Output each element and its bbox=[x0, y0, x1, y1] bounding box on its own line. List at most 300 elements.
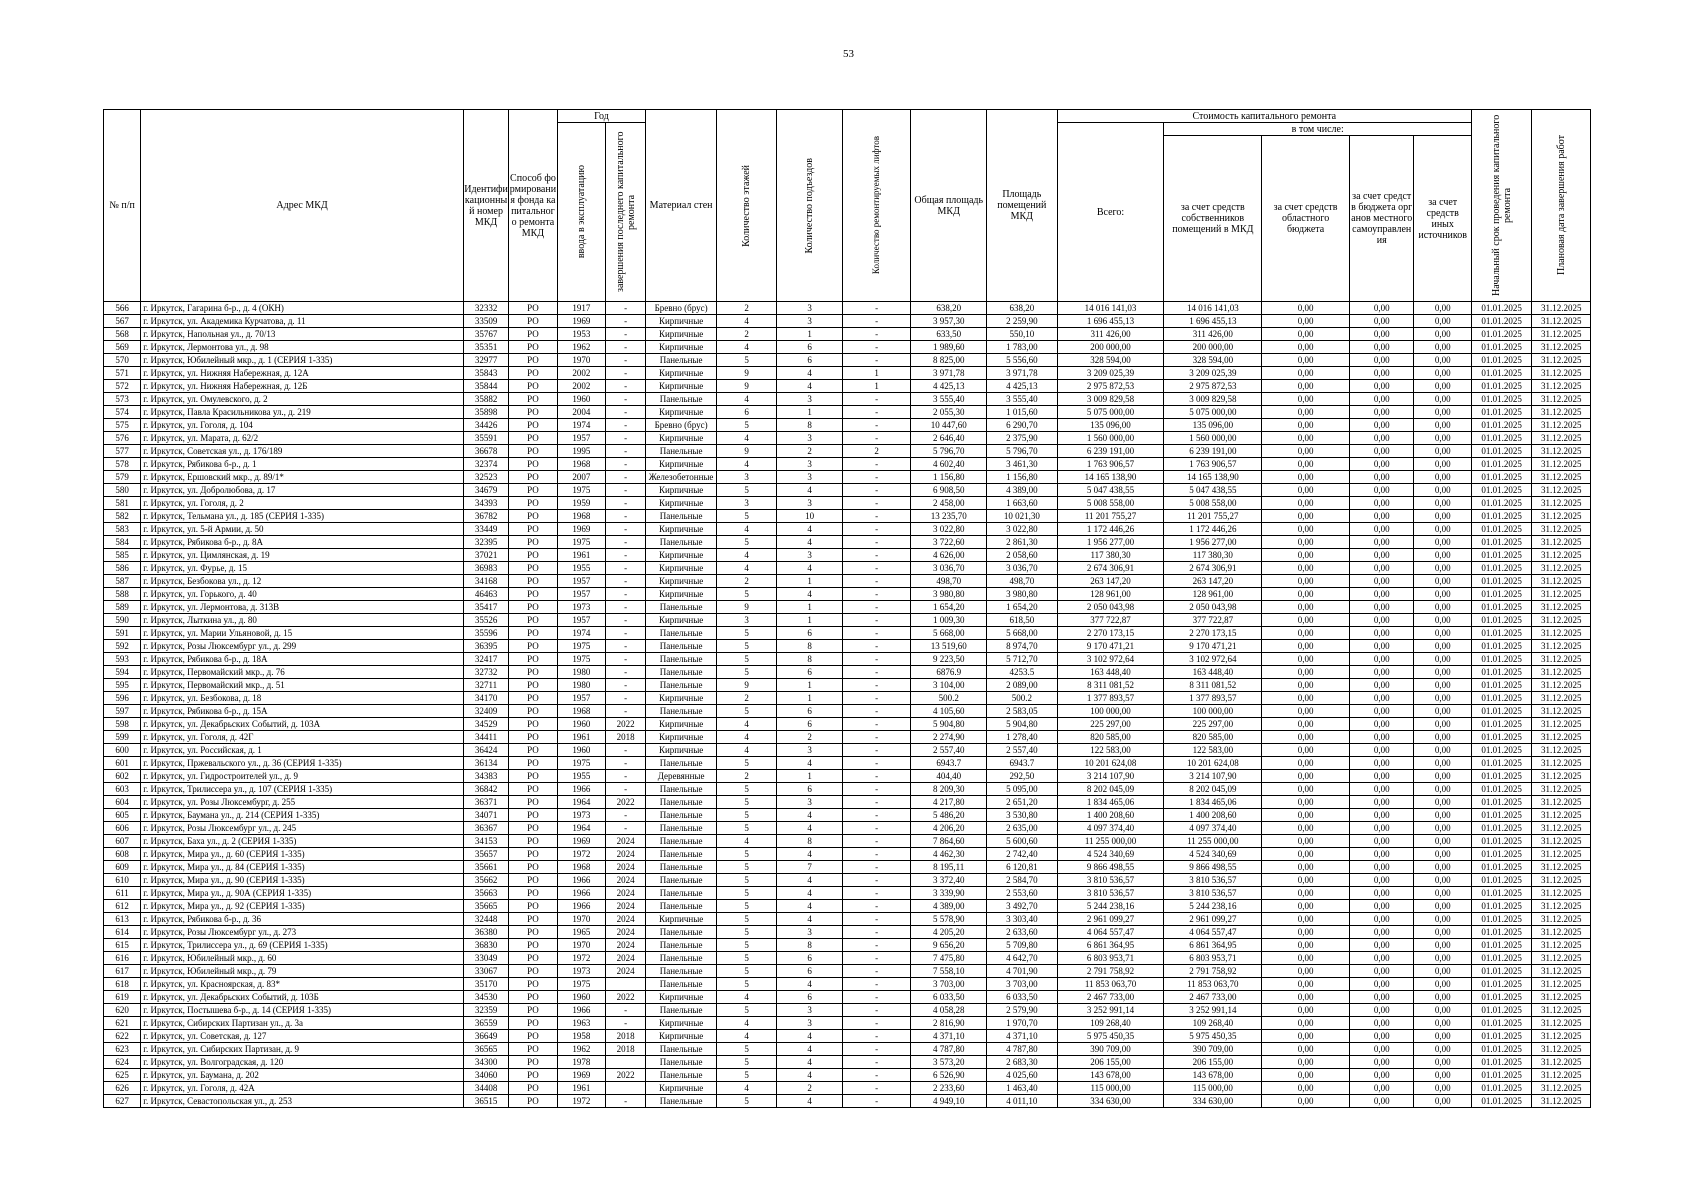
cell-cost-local: 0,00 bbox=[1349, 848, 1414, 861]
cell-walls: Панельные bbox=[646, 354, 717, 367]
cell-area-rooms: 3 703,00 bbox=[987, 978, 1058, 991]
cell-entrances: 3 bbox=[777, 1004, 843, 1017]
cell-area-rooms: 5 796,70 bbox=[987, 445, 1058, 458]
cell-cost-local: 0,00 bbox=[1349, 1069, 1414, 1082]
cell-entrances: 3 bbox=[777, 471, 843, 484]
cell-walls: Панельные bbox=[646, 393, 717, 406]
cell-num: 607 bbox=[104, 835, 141, 848]
cell-num: 566 bbox=[104, 302, 141, 315]
cell-cost-owners: 5 075 000,00 bbox=[1164, 406, 1262, 419]
col-num: № п/п bbox=[104, 110, 141, 302]
cell-end: 31.12.2025 bbox=[1532, 1095, 1591, 1108]
cell-id: 35844 bbox=[463, 380, 508, 393]
cell-year-built: 1975 bbox=[557, 536, 605, 549]
cell-year-repair: - bbox=[606, 549, 646, 562]
cell-cost-total: 5 244 238,16 bbox=[1057, 900, 1164, 913]
cell-elevators: - bbox=[842, 1095, 911, 1108]
cell-start: 01.01.2025 bbox=[1471, 588, 1531, 601]
cell-id: 32374 bbox=[463, 458, 508, 471]
cell-year-repair: - bbox=[606, 679, 646, 692]
cell-method: РО bbox=[509, 679, 557, 692]
cell-area-total: 2 233,60 bbox=[911, 1082, 987, 1095]
cell-num: 569 bbox=[104, 341, 141, 354]
cell-cost-local: 0,00 bbox=[1349, 1082, 1414, 1095]
cell-cost-regional: 0,00 bbox=[1262, 523, 1350, 536]
cell-num: 622 bbox=[104, 1030, 141, 1043]
cell-num: 577 bbox=[104, 445, 141, 458]
cell-cost-total: 1 172 446,26 bbox=[1057, 523, 1164, 536]
cell-cost-total: 1 400 208,60 bbox=[1057, 809, 1164, 822]
cell-start: 01.01.2025 bbox=[1471, 341, 1531, 354]
cell-cost-regional: 0,00 bbox=[1262, 757, 1350, 770]
cell-entrances: 6 bbox=[777, 783, 843, 796]
cell-cost-other: 0,00 bbox=[1414, 510, 1471, 523]
cell-address: г. Иркутск, Рябикова б-р., д. 15А bbox=[141, 705, 464, 718]
cell-num: 615 bbox=[104, 939, 141, 952]
cell-cost-regional: 0,00 bbox=[1262, 653, 1350, 666]
cell-start: 01.01.2025 bbox=[1471, 1030, 1531, 1043]
cell-end: 31.12.2025 bbox=[1532, 575, 1591, 588]
cell-area-total: 6876.9 bbox=[911, 666, 987, 679]
cell-cost-regional: 0,00 bbox=[1262, 1030, 1350, 1043]
cell-cost-regional: 0,00 bbox=[1262, 471, 1350, 484]
cell-cost-other: 0,00 bbox=[1414, 978, 1471, 991]
cell-floors: 2 bbox=[716, 575, 776, 588]
cell-area-rooms: 2 583,05 bbox=[987, 705, 1058, 718]
cell-method: РО bbox=[509, 406, 557, 419]
table-row bbox=[104, 419, 1591, 432]
cell-cost-regional: 0,00 bbox=[1262, 367, 1350, 380]
cell-cost-other: 0,00 bbox=[1414, 328, 1471, 341]
cell-walls: Панельные bbox=[646, 783, 717, 796]
cell-cost-local: 0,00 bbox=[1349, 1017, 1414, 1030]
cell-year-repair: 2024 bbox=[606, 965, 646, 978]
cell-walls: Панельные bbox=[646, 861, 717, 874]
cell-area-total: 1 009,30 bbox=[911, 614, 987, 627]
cell-start: 01.01.2025 bbox=[1471, 939, 1531, 952]
cell-area-total: 3 703,00 bbox=[911, 978, 987, 991]
cell-start: 01.01.2025 bbox=[1471, 666, 1531, 679]
cell-entrances: 4 bbox=[777, 900, 843, 913]
cell-method: РО bbox=[509, 380, 557, 393]
cell-area-total: 3 036,70 bbox=[911, 562, 987, 575]
cell-year-built: 1975 bbox=[557, 757, 605, 770]
cell-id: 32977 bbox=[463, 354, 508, 367]
cell-cost-regional: 0,00 bbox=[1262, 432, 1350, 445]
cell-num: 620 bbox=[104, 1004, 141, 1017]
cell-num: 599 bbox=[104, 731, 141, 744]
cell-elevators: - bbox=[842, 731, 911, 744]
cell-elevators: - bbox=[842, 744, 911, 757]
cell-year-repair: 2024 bbox=[606, 952, 646, 965]
cell-year-built: 1968 bbox=[557, 861, 605, 874]
cell-end: 31.12.2025 bbox=[1532, 1030, 1591, 1043]
cell-end: 31.12.2025 bbox=[1532, 653, 1591, 666]
cell-cost-local: 0,00 bbox=[1349, 432, 1414, 445]
cell-cost-total: 206 155,00 bbox=[1057, 1056, 1164, 1069]
cell-method: РО bbox=[509, 510, 557, 523]
cell-cost-other: 0,00 bbox=[1414, 562, 1471, 575]
cell-method: РО bbox=[509, 926, 557, 939]
cell-address: г. Иркутск, ул. Сибирских Партизан, д. 9 bbox=[141, 1043, 464, 1056]
cell-elevators: - bbox=[842, 965, 911, 978]
table-row bbox=[104, 744, 1591, 757]
cell-area-rooms: 638,20 bbox=[987, 302, 1058, 315]
cell-cost-regional: 0,00 bbox=[1262, 848, 1350, 861]
cell-num: 574 bbox=[104, 406, 141, 419]
cell-walls: Панельные bbox=[646, 874, 717, 887]
cell-year-repair: - bbox=[606, 328, 646, 341]
table-row bbox=[104, 965, 1591, 978]
cell-cost-regional: 0,00 bbox=[1262, 900, 1350, 913]
cell-end: 31.12.2025 bbox=[1532, 1082, 1591, 1095]
cell-method: РО bbox=[509, 1043, 557, 1056]
cell-num: 602 bbox=[104, 770, 141, 783]
cell-area-rooms: 2 742,40 bbox=[987, 848, 1058, 861]
cell-entrances: 4 bbox=[777, 913, 843, 926]
cell-area-total: 4 425,13 bbox=[911, 380, 987, 393]
cell-cost-local: 0,00 bbox=[1349, 367, 1414, 380]
cell-cost-total: 1 696 455,13 bbox=[1057, 315, 1164, 328]
cell-elevators: - bbox=[842, 1017, 911, 1030]
cell-year-built: 1957 bbox=[557, 575, 605, 588]
cell-entrances: 4 bbox=[777, 562, 843, 575]
table-row bbox=[104, 471, 1591, 484]
cell-method: РО bbox=[509, 614, 557, 627]
cell-cost-total: 2 975 872,53 bbox=[1057, 380, 1164, 393]
cell-address: г. Иркутск, Баумана ул., д. 214 (СЕРИЯ 1-335) bbox=[141, 809, 464, 822]
cell-elevators: - bbox=[842, 640, 911, 653]
cell-address: г. Иркутск, ул. 5-й Армии, д. 50 bbox=[141, 523, 464, 536]
cell-address: г. Иркутск, Трилиссера ул., д. 69 (СЕРИЯ 1-335) bbox=[141, 939, 464, 952]
cell-end: 31.12.2025 bbox=[1532, 406, 1591, 419]
cell-year-repair: - bbox=[606, 757, 646, 770]
cell-method: РО bbox=[509, 523, 557, 536]
cell-cost-total: 163 448,40 bbox=[1057, 666, 1164, 679]
cell-year-repair: 2022 bbox=[606, 718, 646, 731]
cell-address: г. Иркутск, Розы Люксембург ул., д. 273 bbox=[141, 926, 464, 939]
cell-cost-regional: 0,00 bbox=[1262, 718, 1350, 731]
cell-area-rooms: 292,50 bbox=[987, 770, 1058, 783]
cell-start: 01.01.2025 bbox=[1471, 315, 1531, 328]
cell-year-repair: - bbox=[606, 770, 646, 783]
cell-cost-owners: 820 585,00 bbox=[1164, 731, 1262, 744]
cell-cost-owners: 3 810 536,57 bbox=[1164, 874, 1262, 887]
cell-area-total: 1 156,80 bbox=[911, 471, 987, 484]
cell-area-rooms: 5 904,80 bbox=[987, 718, 1058, 731]
cell-walls: Панельные bbox=[646, 653, 717, 666]
cell-year-repair: 2018 bbox=[606, 1030, 646, 1043]
cell-num: 594 bbox=[104, 666, 141, 679]
cell-cost-local: 0,00 bbox=[1349, 783, 1414, 796]
cell-walls: Панельные bbox=[646, 978, 717, 991]
cell-walls: Кирпичные bbox=[646, 458, 717, 471]
col-area-total: Общая площадь МКД bbox=[911, 110, 987, 302]
cell-elevators: - bbox=[842, 653, 911, 666]
cell-walls: Кирпичные bbox=[646, 315, 717, 328]
cell-num: 614 bbox=[104, 926, 141, 939]
cell-start: 01.01.2025 bbox=[1471, 328, 1531, 341]
cell-year-built: 1917 bbox=[557, 302, 605, 315]
cell-method: РО bbox=[509, 393, 557, 406]
cell-method: РО bbox=[509, 575, 557, 588]
cell-cost-total: 9 866 498,55 bbox=[1057, 861, 1164, 874]
cell-entrances: 3 bbox=[777, 1017, 843, 1030]
cell-area-total: 3 971,78 bbox=[911, 367, 987, 380]
cell-year-repair: - bbox=[606, 471, 646, 484]
cell-cost-other: 0,00 bbox=[1414, 497, 1471, 510]
cell-cost-other: 0,00 bbox=[1414, 549, 1471, 562]
cell-year-repair: - bbox=[606, 432, 646, 445]
cell-year-repair: - bbox=[606, 692, 646, 705]
cell-method: РО bbox=[509, 887, 557, 900]
col-year-built: ввода в эксплуатацию bbox=[557, 123, 605, 302]
cell-cost-owners: 122 583,00 bbox=[1164, 744, 1262, 757]
cell-cost-total: 100 000,00 bbox=[1057, 705, 1164, 718]
cell-cost-local: 0,00 bbox=[1349, 380, 1414, 393]
cell-area-rooms: 500.2 bbox=[987, 692, 1058, 705]
cell-end: 31.12.2025 bbox=[1532, 536, 1591, 549]
cell-floors: 5 bbox=[716, 510, 776, 523]
cell-id: 32711 bbox=[463, 679, 508, 692]
cell-cost-regional: 0,00 bbox=[1262, 1069, 1350, 1082]
cell-year-repair: - bbox=[606, 315, 646, 328]
cell-end: 31.12.2025 bbox=[1532, 354, 1591, 367]
cell-floors: 4 bbox=[716, 718, 776, 731]
cell-cost-owners: 3 214 107,90 bbox=[1164, 770, 1262, 783]
cell-walls: Кирпичные bbox=[646, 1082, 717, 1095]
cell-elevators: - bbox=[842, 848, 911, 861]
cell-area-rooms: 5 600,60 bbox=[987, 835, 1058, 848]
cell-cost-local: 0,00 bbox=[1349, 1056, 1414, 1069]
cell-year-repair: 2024 bbox=[606, 926, 646, 939]
cell-id: 35843 bbox=[463, 367, 508, 380]
cell-year-repair: - bbox=[606, 536, 646, 549]
cell-floors: 5 bbox=[716, 848, 776, 861]
repair-schedule-table bbox=[103, 109, 1591, 1108]
cell-start: 01.01.2025 bbox=[1471, 419, 1531, 432]
table-row bbox=[104, 900, 1591, 913]
cell-cost-owners: 328 594,00 bbox=[1164, 354, 1262, 367]
cell-cost-owners: 1 956 277,00 bbox=[1164, 536, 1262, 549]
cell-cost-other: 0,00 bbox=[1414, 796, 1471, 809]
cell-year-built: 1955 bbox=[557, 770, 605, 783]
cell-elevators: - bbox=[842, 978, 911, 991]
cell-area-total: 1 989,60 bbox=[911, 341, 987, 354]
cell-area-total: 3 980,80 bbox=[911, 588, 987, 601]
cell-num: 573 bbox=[104, 393, 141, 406]
cell-walls: Панельные bbox=[646, 510, 717, 523]
cell-cost-regional: 0,00 bbox=[1262, 874, 1350, 887]
cell-address: г. Иркутск, Ершовский мкр., д. 89/1* bbox=[141, 471, 464, 484]
cell-walls: Кирпичные bbox=[646, 731, 717, 744]
cell-area-rooms: 5 095,00 bbox=[987, 783, 1058, 796]
cell-cost-owners: 8 311 081,52 bbox=[1164, 679, 1262, 692]
cell-cost-local: 0,00 bbox=[1349, 744, 1414, 757]
cell-cost-total: 2 270 173,15 bbox=[1057, 627, 1164, 640]
table-row bbox=[104, 536, 1591, 549]
cell-year-repair: 2024 bbox=[606, 861, 646, 874]
cell-start: 01.01.2025 bbox=[1471, 510, 1531, 523]
cell-walls: Железобетонные bbox=[646, 471, 717, 484]
cell-elevators: - bbox=[842, 510, 911, 523]
cell-start: 01.01.2025 bbox=[1471, 731, 1531, 744]
col-year-group: Год bbox=[557, 110, 646, 123]
cell-cost-local: 0,00 bbox=[1349, 393, 1414, 406]
cell-cost-total: 2 961 099,27 bbox=[1057, 913, 1164, 926]
cell-method: РО bbox=[509, 744, 557, 757]
cell-floors: 4 bbox=[716, 835, 776, 848]
cell-id: 36983 bbox=[463, 562, 508, 575]
cell-cost-total: 2 791 758,92 bbox=[1057, 965, 1164, 978]
cell-id: 35591 bbox=[463, 432, 508, 445]
cell-floors: 5 bbox=[716, 939, 776, 952]
table-row bbox=[104, 601, 1591, 614]
cell-cost-regional: 0,00 bbox=[1262, 991, 1350, 1004]
cell-walls: Кирпичные bbox=[646, 614, 717, 627]
cell-start: 01.01.2025 bbox=[1471, 393, 1531, 406]
cell-cost-regional: 0,00 bbox=[1262, 601, 1350, 614]
cell-id: 34168 bbox=[463, 575, 508, 588]
cell-elevators: - bbox=[842, 484, 911, 497]
cell-elevators: - bbox=[842, 406, 911, 419]
cell-cost-regional: 0,00 bbox=[1262, 809, 1350, 822]
cell-id: 32409 bbox=[463, 705, 508, 718]
cell-floors: 3 bbox=[716, 471, 776, 484]
cell-area-rooms: 3 530,80 bbox=[987, 809, 1058, 822]
cell-cost-other: 0,00 bbox=[1414, 601, 1471, 614]
cell-walls: Кирпичные bbox=[646, 341, 717, 354]
cell-address: г. Иркутск, Юбилейный мкр., д. 79 bbox=[141, 965, 464, 978]
cell-year-built: 1969 bbox=[557, 523, 605, 536]
cell-floors: 5 bbox=[716, 1004, 776, 1017]
cell-elevators: 2 bbox=[842, 445, 911, 458]
table-row bbox=[104, 783, 1591, 796]
cell-cost-owners: 3 009 829,58 bbox=[1164, 393, 1262, 406]
cell-cost-regional: 0,00 bbox=[1262, 445, 1350, 458]
cell-cost-local: 0,00 bbox=[1349, 679, 1414, 692]
cell-num: 616 bbox=[104, 952, 141, 965]
cell-cost-total: 115 000,00 bbox=[1057, 1082, 1164, 1095]
cell-cost-owners: 263 147,20 bbox=[1164, 575, 1262, 588]
cell-num: 610 bbox=[104, 874, 141, 887]
cell-address: г. Иркутск, ул. Российская, д. 1 bbox=[141, 744, 464, 757]
cell-start: 01.01.2025 bbox=[1471, 679, 1531, 692]
cell-cost-local: 0,00 bbox=[1349, 406, 1414, 419]
cell-method: РО bbox=[509, 978, 557, 991]
cell-year-built: 1959 bbox=[557, 497, 605, 510]
cell-year-repair bbox=[606, 978, 646, 991]
cell-method: РО bbox=[509, 952, 557, 965]
cell-cost-total: 4 064 557,47 bbox=[1057, 926, 1164, 939]
cell-entrances: 4 bbox=[777, 1095, 843, 1108]
cell-cost-local: 0,00 bbox=[1349, 601, 1414, 614]
col-owners: за счет средств собственников помещений в МКД bbox=[1164, 136, 1262, 302]
cell-area-rooms: 1 156,80 bbox=[987, 471, 1058, 484]
cell-floors: 5 bbox=[716, 926, 776, 939]
cell-area-rooms: 1 463,40 bbox=[987, 1082, 1058, 1095]
cell-year-repair: - bbox=[606, 627, 646, 640]
table-row bbox=[104, 978, 1591, 991]
table-row bbox=[104, 458, 1591, 471]
cell-area-total: 5 904,80 bbox=[911, 718, 987, 731]
cell-cost-regional: 0,00 bbox=[1262, 731, 1350, 744]
cell-year-built: 1974 bbox=[557, 627, 605, 640]
cell-method: РО bbox=[509, 796, 557, 809]
table-row bbox=[104, 861, 1591, 874]
cell-cost-total: 1 560 000,00 bbox=[1057, 432, 1164, 445]
cell-cost-regional: 0,00 bbox=[1262, 354, 1350, 367]
cell-walls: Панельные bbox=[646, 705, 717, 718]
cell-cost-total: 3 252 991,14 bbox=[1057, 1004, 1164, 1017]
cell-cost-other: 0,00 bbox=[1414, 484, 1471, 497]
table-row bbox=[104, 848, 1591, 861]
cell-cost-other: 0,00 bbox=[1414, 614, 1471, 627]
cell-address: г. Иркутск, ул. Омулевского, д. 2 bbox=[141, 393, 464, 406]
cell-area-rooms: 5 668,00 bbox=[987, 627, 1058, 640]
cell-floors: 5 bbox=[716, 354, 776, 367]
cell-cost-local: 0,00 bbox=[1349, 497, 1414, 510]
cell-year-repair: - bbox=[606, 367, 646, 380]
cell-address: г. Иркутск, ул. Красноярская, д. 83* bbox=[141, 978, 464, 991]
cell-cost-other: 0,00 bbox=[1414, 913, 1471, 926]
table-row bbox=[104, 393, 1591, 406]
cell-entrances: 3 bbox=[777, 432, 843, 445]
cell-id: 36367 bbox=[463, 822, 508, 835]
cell-cost-local: 0,00 bbox=[1349, 653, 1414, 666]
cell-method: РО bbox=[509, 848, 557, 861]
cell-num: 619 bbox=[104, 991, 141, 1004]
table-row bbox=[104, 575, 1591, 588]
cell-num: 612 bbox=[104, 900, 141, 913]
cell-id: 34393 bbox=[463, 497, 508, 510]
cell-cost-regional: 0,00 bbox=[1262, 562, 1350, 575]
cell-id: 32359 bbox=[463, 1004, 508, 1017]
cell-method: РО bbox=[509, 302, 557, 315]
cell-area-total: 2 816,90 bbox=[911, 1017, 987, 1030]
cell-start: 01.01.2025 bbox=[1471, 627, 1531, 640]
cell-area-total: 4 205,20 bbox=[911, 926, 987, 939]
cell-start: 01.01.2025 bbox=[1471, 367, 1531, 380]
cell-floors: 4 bbox=[716, 1082, 776, 1095]
cell-id: 36842 bbox=[463, 783, 508, 796]
cell-cost-local: 0,00 bbox=[1349, 1095, 1414, 1108]
cell-year-repair: 2024 bbox=[606, 874, 646, 887]
cell-area-total: 2 274,90 bbox=[911, 731, 987, 744]
cell-year-repair: - bbox=[606, 445, 646, 458]
cell-num: 588 bbox=[104, 588, 141, 601]
cell-walls: Панельные bbox=[646, 601, 717, 614]
table-row bbox=[104, 926, 1591, 939]
cell-end: 31.12.2025 bbox=[1532, 835, 1591, 848]
table-row bbox=[104, 315, 1591, 328]
cell-cost-regional: 0,00 bbox=[1262, 393, 1350, 406]
cell-cost-owners: 115 000,00 bbox=[1164, 1082, 1262, 1095]
cell-elevators: - bbox=[842, 705, 911, 718]
cell-address: г. Иркутск, Розы Люксембург ул., д. 245 bbox=[141, 822, 464, 835]
cell-area-rooms: 10 021,30 bbox=[987, 510, 1058, 523]
cell-end: 31.12.2025 bbox=[1532, 822, 1591, 835]
cell-cost-owners: 3 102 972,64 bbox=[1164, 653, 1262, 666]
cell-cost-total: 10 201 624,08 bbox=[1057, 757, 1164, 770]
cell-cost-local: 0,00 bbox=[1349, 692, 1414, 705]
cell-end: 31.12.2025 bbox=[1532, 874, 1591, 887]
cell-area-rooms: 2 651,20 bbox=[987, 796, 1058, 809]
cell-cost-owners: 11 853 063,70 bbox=[1164, 978, 1262, 991]
cell-floors: 4 bbox=[716, 458, 776, 471]
cell-area-rooms: 4 701,90 bbox=[987, 965, 1058, 978]
cell-end: 31.12.2025 bbox=[1532, 1043, 1591, 1056]
